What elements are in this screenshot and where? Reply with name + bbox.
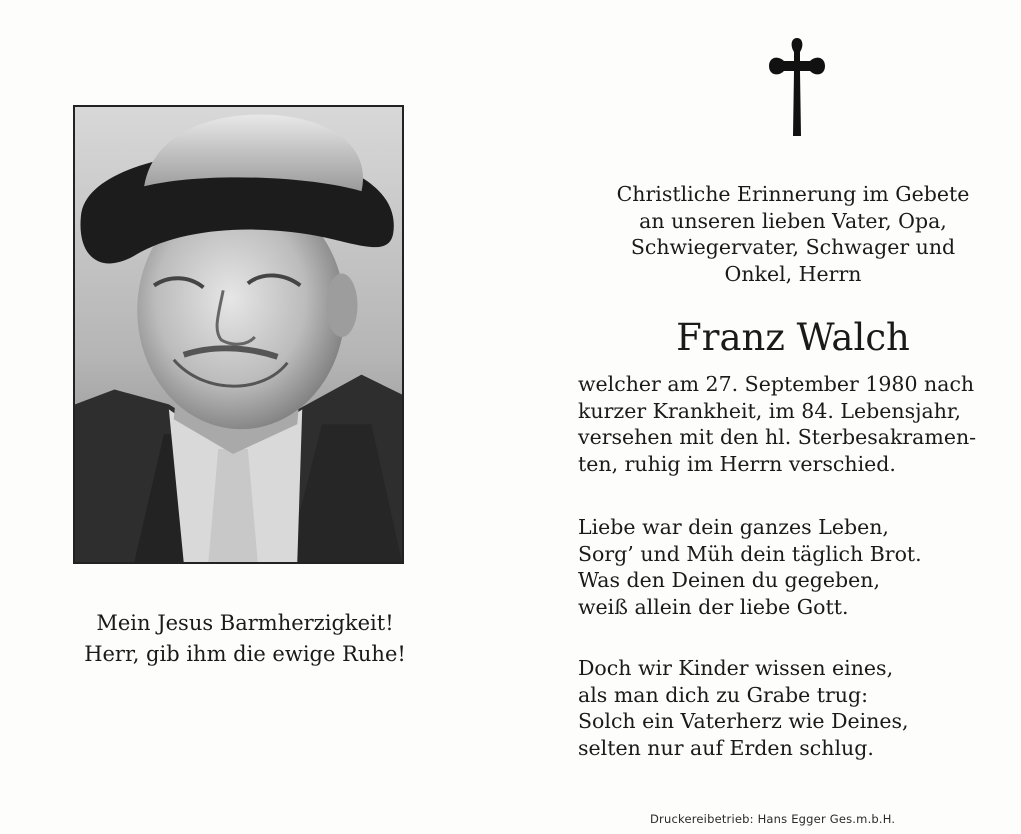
intro-line: Christliche Erinnerung im Gebete <box>616 182 970 206</box>
left-caption <box>40 608 450 670</box>
deceased-name: Franz Walch <box>676 316 910 359</box>
notice-line: kurzer Krankheit, im 84. Lebensjahr, <box>578 398 961 423</box>
poem-stanza-1 <box>578 514 922 620</box>
notice-line: ten, ruhig im Herrn verschied. <box>578 451 896 476</box>
intro-line: an unseren lieben Vater, Opa, <box>639 208 947 233</box>
latin-cross-icon <box>766 36 828 140</box>
intro-text <box>578 181 1008 287</box>
portrait-photo <box>73 105 404 564</box>
poem-line: weiß allein der liebe Gott. <box>578 594 849 619</box>
poem-line: Liebe war dein ganzes Leben, <box>578 515 889 539</box>
poem-line: Sorg’ und Müh dein täglich Brot. <box>578 541 922 566</box>
intro-line: Schwiegervater, Schwager und <box>630 235 956 259</box>
caption-line-2: Herr, gib ihm die ewige Ruhe! <box>84 642 406 666</box>
intro-line: Onkel, Herrn <box>724 261 862 286</box>
notice-line: welcher am 27. September 1980 nach <box>578 372 975 396</box>
death-notice <box>578 371 976 477</box>
poem-line: als man dich zu Grabe trug: <box>578 682 869 707</box>
printer-credit: Druckereibetrieb: Hans Egger Ges.m.b.H. <box>650 812 896 826</box>
portrait-illustration <box>75 107 402 562</box>
poem-line: selten nur auf Erden schlug. <box>578 735 874 760</box>
poem-stanza-2 <box>578 655 909 761</box>
poem-line: Was den Deinen du gegeben, <box>578 568 881 592</box>
caption-line-1: Mein Jesus Barmherzigkeit! <box>96 611 394 635</box>
poem-line: Solch ein Vaterherz wie Deines, <box>578 709 909 733</box>
poem-line: Doch wir Kinder wissen eines, <box>578 656 894 680</box>
notice-line: versehen mit den hl. Sterbesakramen- <box>578 425 977 449</box>
